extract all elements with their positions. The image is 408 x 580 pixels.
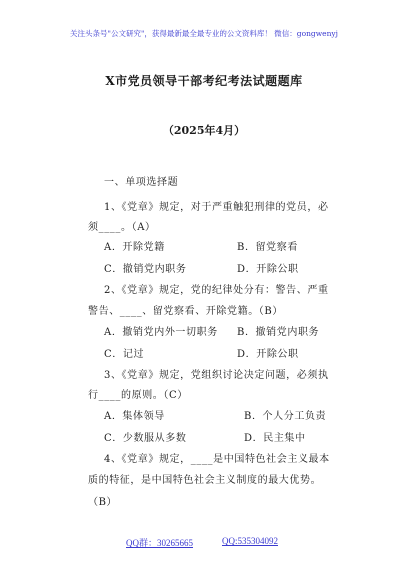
question-3-option-c: C．少数服从多数 (104, 433, 187, 444)
question-1-option-a: A．开除党籍 (104, 242, 165, 253)
question-4-line-3: （B） (88, 497, 118, 508)
question-1-line-1: 1、《党章》规定，对于严重触犯刑律的党员，必 (104, 202, 329, 213)
question-3-line-2: 行____的原则。（C） (88, 390, 188, 401)
question-2-option-c: C．记过 (104, 349, 145, 360)
question-2-option-a: A．撤销党内外一切职务 (104, 327, 218, 338)
section-heading: 一、单项选择题 (104, 177, 179, 188)
question-1-option-d: D．开除公职 (237, 264, 299, 275)
header-banner: 关注头条号"公文研究"，获得最新最全最专业的公文资料库！ 微信：gongwenyj (70, 29, 338, 38)
question-2-option-b: B．撤销党内职务 (237, 327, 320, 338)
question-3-line-1: 3、《党章》规定，党组织讨论决定问题，必须执 (104, 370, 329, 381)
document-date: （2025年4月） (162, 124, 246, 137)
question-3-option-a: A．集体领导 (104, 411, 165, 422)
question-4-line-2: 质的特征，是中国特色社会主义制度的最大优势。 (88, 475, 322, 486)
footer-qq-contact[interactable]: QQ:535304092 (222, 536, 278, 546)
question-3-option-d: D．民主集中 (244, 433, 306, 444)
question-1-line-2: 须____。（A） (88, 222, 156, 233)
question-1-option-c: C．撤销党内职务 (104, 264, 187, 275)
question-3-option-b: B．个人分工负责 (244, 411, 327, 422)
question-4-line-1: 4、《党章》规定，____是中国特色社会主义最本 (104, 454, 330, 465)
question-2-option-d: D．开除公职 (237, 349, 299, 360)
question-2-line-2: 警告、____、留党察看、开除党籍。（B） (88, 306, 283, 317)
footer-qq-group[interactable]: QQ群：30265665 (126, 538, 193, 548)
question-2-line-1: 2、《党章》规定，党的纪律处分有：警告、严重 (104, 285, 329, 296)
question-1-option-b: B．留党察看 (237, 242, 298, 253)
document-title: X市党员领导干部考纪考法试题题库 (105, 74, 303, 88)
